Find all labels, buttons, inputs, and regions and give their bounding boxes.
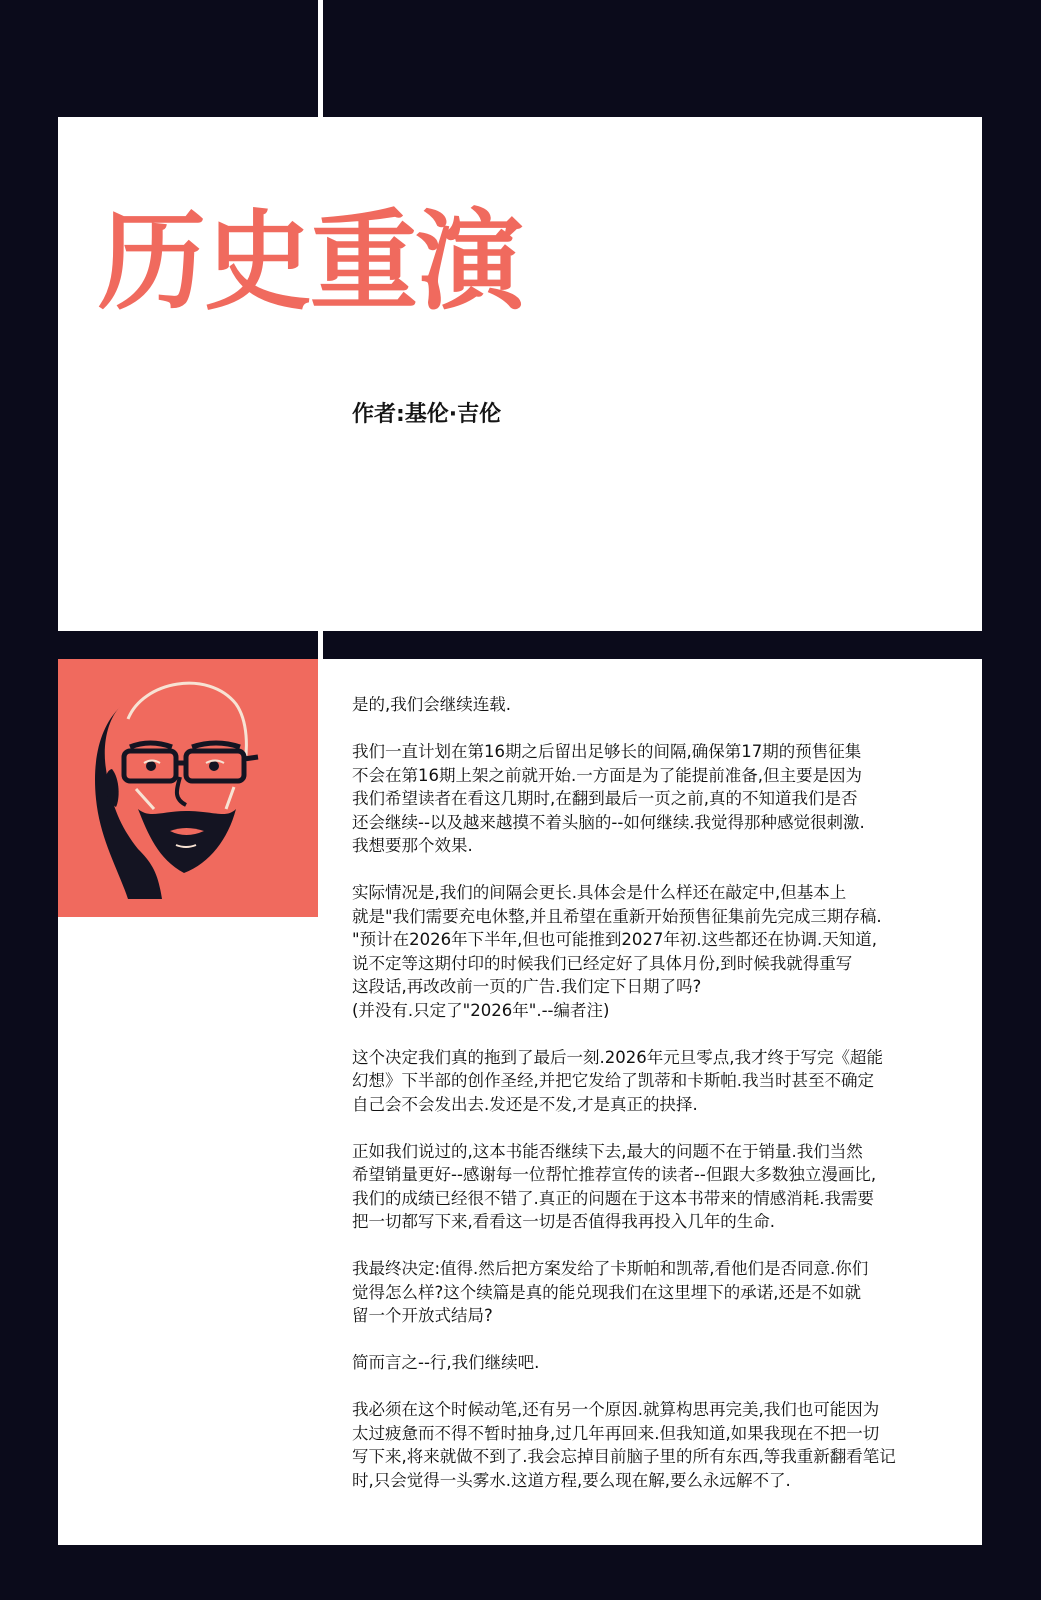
- letter-body: [352, 693, 962, 1516]
- panel-gutter-top: [318, 0, 323, 117]
- author-portrait-icon: [58, 659, 318, 917]
- title-panel: [58, 117, 982, 631]
- page-title: 历史重演: [98, 200, 523, 325]
- letter-panel: [58, 659, 982, 1545]
- paragraph: 我必须在这个时候动笔,还有另一个原因.就算构思再完美,我们也可能因为 太过疲惫而不得不暂时抽身,过几年再回来.但我知道,如果我现在不把一切 写下来,将来就做不到了.我会忘掉目前脑子里的所有东西,等我重新翻看笔记 时,只会觉得一头雾水.这道方程,要么现在解,要么永远解不了.: [352, 1400, 896, 1490]
- author-byline: 作者:基伦·吉伦: [352, 402, 502, 427]
- paragraph: 正如我们说过的,这本书能否继续下去,最大的问题不在于销量.我们当然 希望销量更好--感谢每一位帮忙推荐宣传的读者--但跟大多数独立漫画比, 我们的成绩已经很不错了.真正的问题在于这本书带来的情感消耗.我需要 把一切都写下来,看看这一切是否值得我再投入几年的生命.: [352, 1141, 877, 1231]
- paragraph: 我最终决定:值得.然后把方案发给了卡斯帕和凯蒂,看他们是否同意.你们 觉得怎么样?这个续篇是真的能兑现我们在这里埋下的承诺,还是不如就 留一个开放式结局?: [352, 1259, 869, 1325]
- panel-gutter-middle: [318, 631, 323, 659]
- paragraph: 我们一直计划在第16期之后留出足够长的间隔,确保第17期的预售征集 不会在第16期上架之前就开始.一方面是为了能提前准备,但主要是因为 我们希望读者在看这几期时,在翻到最后一页之前,真的不知道我们是否 还会继续--以及越来越摸不着头脑的--如何继续.我觉得那种感觉很刺激. 我想要那个效果.: [352, 742, 865, 855]
- paragraph: 简而言之--行,我们继续吧.: [352, 1353, 540, 1372]
- paragraph: 是的,我们会继续连载.: [352, 695, 511, 714]
- paragraph: 这个决定我们真的拖到了最后一刻.2026年元旦零点,我才终于写完《超能 幻想》下半部的创作圣经,并把它发给了凯蒂和卡斯帕.我当时甚至不确定 自己会不会发出去.发还是不发,才是真正的抉择.: [352, 1047, 883, 1114]
- paragraph: 实际情况是,我们的间隔会更长.具体会是什么样还在敲定中,但基本上 就是"我们需要充电休整,并且希望在重新开始预售征集前先完成三期存稿. "预计在2026年下半年,但也可能推到2027年初.这些都还在协调.天知道, 说不定等这期付印的时候我们已经定好了具体月份,到时候我就得重写 这段话,再改改前一页的广告.我们定下日期了吗? (并没有.只定了"2026年".--编者注): [352, 883, 882, 1020]
